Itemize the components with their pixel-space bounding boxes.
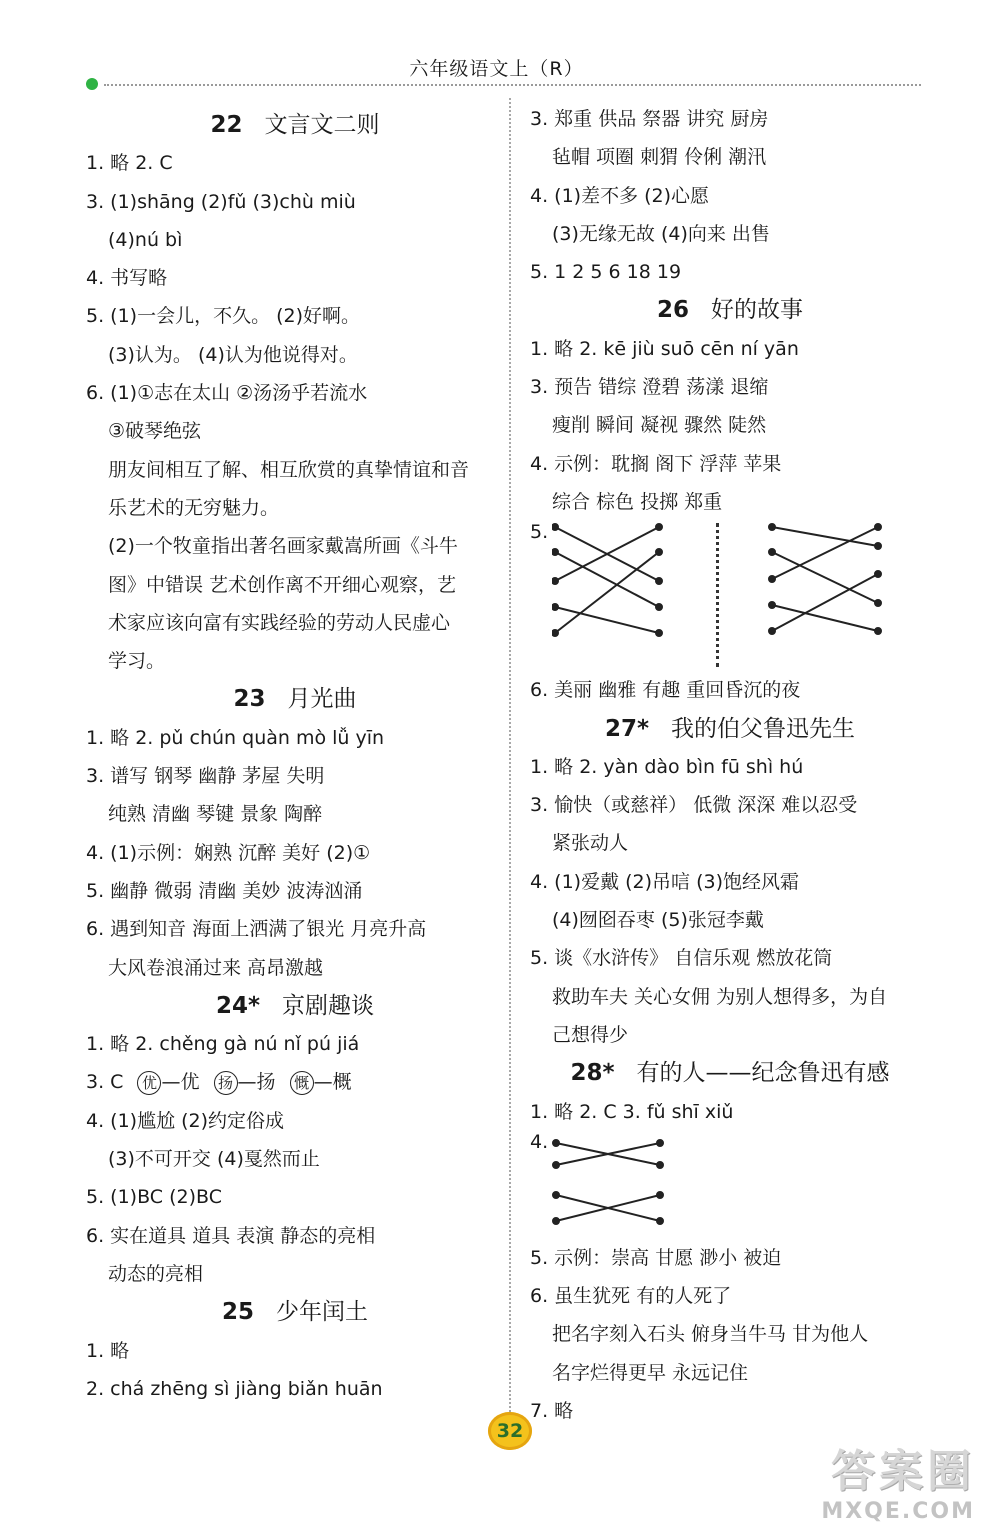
section-heading-22 (86, 106, 504, 144)
answer-line: 2. chá zhēng sì jiàng biǎn huān (86, 1377, 383, 1400)
header-dotted-rule (104, 84, 921, 86)
answer-line: ③破琴绝弦 (108, 420, 202, 443)
matching-lines-left (552, 521, 702, 671)
answer-line: 图》中错误 艺术创作离不开细心观察，艺 (108, 573, 457, 596)
section-title: 京剧趣谈 (282, 992, 375, 1019)
answer-line: 名字烂得更早 永远记住 (552, 1361, 749, 1384)
section-heading-23 (86, 680, 504, 718)
section-title: 有的人——纪念鲁迅有感 (636, 1060, 890, 1087)
match-line (555, 552, 659, 607)
match-dot (657, 1192, 663, 1198)
answer-line: 大风卷浪涌过来 高昂激越 (108, 956, 324, 979)
match-dot (553, 1192, 559, 1198)
answer-line-circled (86, 1063, 504, 1101)
match-dot (552, 604, 558, 610)
answer-line: 紧张动人 (552, 832, 629, 855)
answer-line: 3. 愉快（或慈祥） 低微 深深 难以忍受 (530, 794, 858, 817)
section-number: 28* (570, 1060, 615, 1087)
match-dot (769, 549, 775, 555)
match-line (772, 574, 878, 631)
answer-line: 动态的亮相 (108, 1262, 204, 1285)
answer-line: 6. 实在道具 道具 表演 静态的亮相 (86, 1224, 376, 1247)
answer-line: 1. 略 2. C 3. fǔ shī xiǔ (530, 1100, 734, 1123)
section-title: 我的伯父鲁迅先生 (671, 715, 856, 742)
answer-line: 4. 书写略 (86, 267, 168, 290)
answer-line: 纯熟 清幽 琴键 景象 陶醉 (108, 803, 323, 826)
match-line (772, 527, 878, 546)
answer-line: 5. (1)一会儿，不久。 (2)好啊。 (86, 305, 361, 328)
section-number: 22 (210, 112, 243, 138)
header-green-dot (86, 78, 98, 90)
match-dot (875, 543, 881, 549)
answer-line: 4. (1)爱戴 (2)吊唁 (3)饱经风霜 (530, 870, 799, 893)
section-heading-27 (530, 710, 930, 748)
answer-line: 6. 遇到知音 海面上洒满了银光 月亮升高 (86, 918, 427, 941)
watermark-logo-text: 答案圈 (831, 1446, 975, 1497)
answer-line: 综合 棕色 投掷 郑重 (552, 490, 723, 513)
answer-line: 3. 郑重 供品 祭器 讲究 厨房 (530, 108, 769, 130)
match-dot (656, 604, 662, 610)
answer-line: 1. 略 2. pǔ chún quàn mò lǚ yīn (86, 726, 385, 749)
circled-char: 扬 (214, 1071, 238, 1095)
question-number: 4. (530, 1130, 549, 1153)
answer-line: 5. 示例：崇高 甘愿 渺小 被迫 (530, 1246, 782, 1269)
correction-text: —扬 (237, 1071, 276, 1094)
match-line (772, 605, 878, 631)
answer-line: 己想得少 (552, 1023, 629, 1046)
answer-line: 救助车夫 关心女佣 为别人想得多，为自 (552, 985, 888, 1008)
match-dot (875, 628, 881, 634)
answer-line: (2)一个牧童指出著名画家戴嵩所画《斗牛 (108, 535, 458, 558)
answer-line: 5. 谈《水浒传》 自信乐观 燃放花筒 (530, 947, 833, 970)
answer-line: (4)囫囵吞枣 (5)张冠李戴 (552, 909, 764, 932)
answer-line: 乐艺术的无穷魅力。 (108, 496, 280, 519)
matching-separator (716, 523, 719, 667)
answer-line: 把名字刻入石头 俯身当牛马 甘为他人 (552, 1323, 869, 1346)
section-number: 24* (215, 992, 261, 1019)
match-dot (553, 1218, 559, 1224)
match-dot (552, 549, 558, 555)
answer-line: 1. 略 2. C (86, 152, 173, 175)
answer-line: 3. (1)shāng (2)fǔ (3)chù miù (86, 190, 356, 213)
section-title: 好的故事 (711, 297, 803, 324)
answer-line: (4)nú bì (108, 228, 183, 251)
answer-prefix: 3. C (86, 1071, 124, 1094)
question-number: 5. (530, 521, 549, 544)
match-dot (552, 524, 558, 530)
answer-line: 朋友间相互了解、相互欣赏的真挚情谊和音 (108, 458, 470, 481)
section-number: 26 (656, 297, 689, 324)
circled-char: 优 (137, 1071, 161, 1095)
match-dot (552, 630, 558, 636)
answer-line: 4. (1)尴尬 (2)约定俗成 (86, 1109, 285, 1132)
answer-line: 4. 示例：耽搁 阁下 浮萍 苹果 (530, 452, 782, 475)
answer-line: 1. 略 (86, 1339, 130, 1362)
match-dot (656, 524, 662, 530)
page-header-title: 六年级语文上（R） (409, 58, 584, 80)
section-title: 少年闰土 (276, 1299, 368, 1326)
circled-char: 慨 (290, 1071, 314, 1095)
section-heading-24 (86, 987, 504, 1025)
section-heading-26 (530, 291, 930, 329)
answer-line: 毡帽 项圈 刺猬 伶俐 潮汛 (552, 146, 767, 169)
match-dot (769, 602, 775, 608)
answer-line: (3)不可开交 (4)戛然而止 (108, 1148, 320, 1171)
match-dot (657, 1162, 663, 1168)
page-number-badge: 32 (488, 1412, 532, 1450)
answer-line: 1. 略 2. kē jiù suō cēn ní yān (530, 337, 799, 360)
matching-lines-right (762, 521, 882, 671)
section-number: 27* (604, 715, 650, 742)
correction-text: —优 (161, 1071, 200, 1094)
section-heading-25 (86, 1293, 504, 1331)
answer-line: 瘦削 瞬间 凝视 骤然 陡然 (552, 414, 767, 437)
answer-line: 6. (1)①志在太山 ②汤汤乎若流水 (86, 382, 368, 405)
matching-lines-q4 (552, 1135, 672, 1235)
answer-line: 3. 谱写 钢琴 幽静 茅屋 失明 (86, 765, 325, 788)
left-column (86, 106, 504, 1408)
answer-line: 6. 美丽 幽雅 有趣 重回昏沉的夜 (530, 679, 801, 702)
matching-diagram-q5 (530, 521, 930, 671)
matching-diagram-q4 (530, 1131, 930, 1239)
answer-line: (3)无缘无故 (4)向来 出售 (552, 222, 770, 245)
match-line (772, 527, 878, 579)
section-heading-28 (530, 1054, 930, 1092)
section-number: 23 (233, 686, 266, 713)
match-dot (875, 600, 881, 606)
answer-line: 术家应该向富有实践经验的劳动人民虚心 (108, 611, 451, 634)
match-dot (875, 524, 881, 530)
match-dot (553, 1140, 559, 1146)
match-dot (553, 1162, 559, 1168)
match-dot (656, 578, 662, 584)
match-line (772, 552, 878, 603)
match-dot (769, 524, 775, 530)
section-title: 文言文二则 (264, 112, 380, 138)
match-dot (875, 571, 881, 577)
answer-line: 6. 虽生犹死 有的人死了 (530, 1285, 732, 1308)
match-dot (769, 628, 775, 634)
watermark (821, 1435, 975, 1524)
match-dot (769, 576, 775, 582)
section-number: 25 (221, 1299, 254, 1326)
answer-line: 4. (1)示例：娴熟 沉醉 美好 (2)① (86, 841, 371, 864)
correction-text: —概 (313, 1071, 352, 1094)
answer-line: 1. 略 2. chěng gà nú nǐ pú jiá (86, 1033, 360, 1056)
column-divider (509, 98, 511, 1428)
match-dot (657, 1218, 663, 1224)
match-dot (552, 578, 558, 584)
watermark-url: MXQE.COM (821, 1499, 975, 1524)
answer-line: 1. 略 2. yàn dào bìn fū shì hú (530, 755, 804, 778)
match-dot (656, 549, 662, 555)
right-column (530, 100, 930, 1430)
answer-line: (3)认为。 (4)认为他说得对。 (108, 343, 358, 366)
answer-line: 学习。 (108, 650, 166, 673)
section-title: 月光曲 (287, 686, 357, 713)
answer-line: 5. 1 2 5 6 18 19 (530, 261, 682, 284)
answer-line: 7. 略 (530, 1400, 574, 1423)
answer-line: 5. 幽静 微弱 清幽 美妙 波涛汹涌 (86, 879, 363, 902)
match-dot (656, 630, 662, 636)
match-dot (657, 1140, 663, 1146)
answer-line: 3. 预告 错综 澄碧 荡漾 退缩 (530, 376, 769, 399)
answer-line: 5. (1)BC (2)BC (86, 1186, 222, 1209)
answer-line: 4. (1)差不多 (2)心愿 (530, 184, 710, 207)
